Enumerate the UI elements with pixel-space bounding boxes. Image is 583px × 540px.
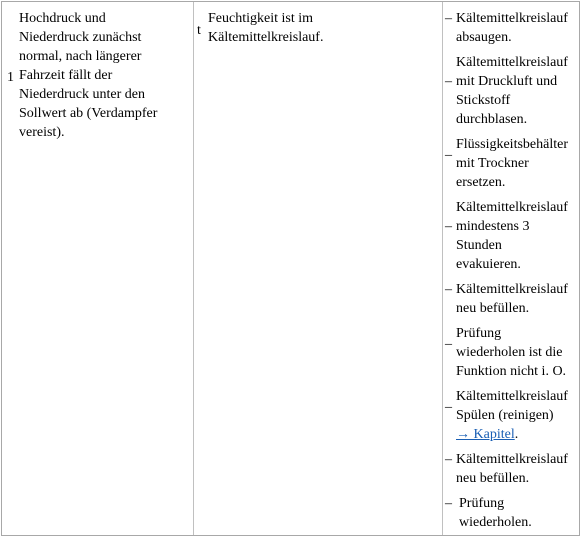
remedy-dash: –: [445, 11, 452, 26]
remedy-dash: –: [445, 219, 452, 234]
remedy-link-line: [456, 425, 568, 444]
remedy-text: [456, 198, 568, 274]
remedy-line: mindestens 3: [456, 219, 530, 234]
remedy-text: [456, 280, 568, 318]
remedy-dash: –: [445, 452, 452, 467]
remedy-line: ersetzen.: [456, 175, 506, 190]
remedy-text: [456, 53, 568, 129]
remedy-dash: –: [445, 74, 452, 89]
remedy-line: absaugen.: [456, 30, 512, 45]
remedy-line: Flüssigkeitsbehälter: [456, 137, 568, 152]
remedy-line: Kältemittelkreislauf: [456, 55, 568, 70]
symptom-line: Niederdruck unter den: [19, 87, 145, 102]
remedy-line: Prüfung: [456, 326, 502, 341]
remedy-line: Spülen (reinigen): [456, 408, 554, 423]
remedy-text: [459, 494, 532, 532]
remedy-text: [456, 9, 568, 47]
cause-line: Kältemittelkreislauf.: [208, 30, 324, 45]
remedy-dash: _: [445, 332, 452, 347]
cause-line: Feuchtigkeit ist im: [208, 11, 313, 26]
remedy-dash: _: [445, 143, 452, 158]
symptom-marker: 1: [7, 70, 14, 85]
remedy-line: Funktion nicht i. O.: [456, 364, 567, 379]
remedy-line: Kältemittelkreislauf: [456, 200, 568, 215]
remedy-dash: –: [445, 496, 452, 511]
remedy-line: neu befüllen.: [456, 301, 530, 316]
troubleshooting-table: [1, 1, 580, 536]
symptom-line: vereist).: [19, 125, 65, 140]
remedy-line: Kältemittelkreislauf: [456, 11, 568, 26]
symptom-line: Fahrzeit fällt der: [19, 68, 113, 83]
remedy-line: wiederholen ist die: [456, 345, 563, 360]
remedy-dash: _: [445, 395, 452, 410]
remedy-line: Stickstoff: [456, 93, 511, 108]
remedy-text: [456, 135, 568, 192]
remedy-line: mit Trockner: [456, 156, 529, 171]
symptom-text: [19, 9, 157, 142]
cause-marker: t: [197, 23, 201, 38]
column-divider: [193, 2, 194, 535]
remedy-text: [456, 387, 568, 444]
remedy-line: neu befüllen.: [456, 471, 530, 486]
kapitel-link[interactable]: → Kapitel: [456, 427, 515, 442]
remedy-line: Kältemittelkreislauf: [456, 282, 568, 297]
column-divider: [442, 2, 443, 535]
symptom-line: normal, nach längerer: [19, 49, 142, 64]
symptom-line: Sollwert ab (Verdampfer: [19, 106, 158, 121]
remedy-line: evakuieren.: [456, 257, 521, 272]
remedy-text: [456, 324, 566, 381]
remedy-line: durchblasen.: [456, 112, 528, 127]
remedy-line: Stunden: [456, 238, 502, 253]
symptom-line: Niederdruck zunächst: [19, 30, 142, 45]
remedy-line: Prüfung: [459, 496, 505, 511]
link-suffix: .: [514, 427, 519, 442]
remedy-line: Kältemittelkreislauf: [456, 452, 568, 467]
remedy-dash: –: [445, 282, 452, 297]
remedy-line: mit Druckluft und: [456, 74, 558, 89]
remedy-text: [456, 450, 568, 488]
cause-text: [208, 9, 323, 47]
remedy-line: Kältemittelkreislauf: [456, 389, 568, 404]
symptom-line: Hochdruck und: [19, 11, 106, 26]
remedy-line: wiederholen.: [459, 515, 532, 530]
